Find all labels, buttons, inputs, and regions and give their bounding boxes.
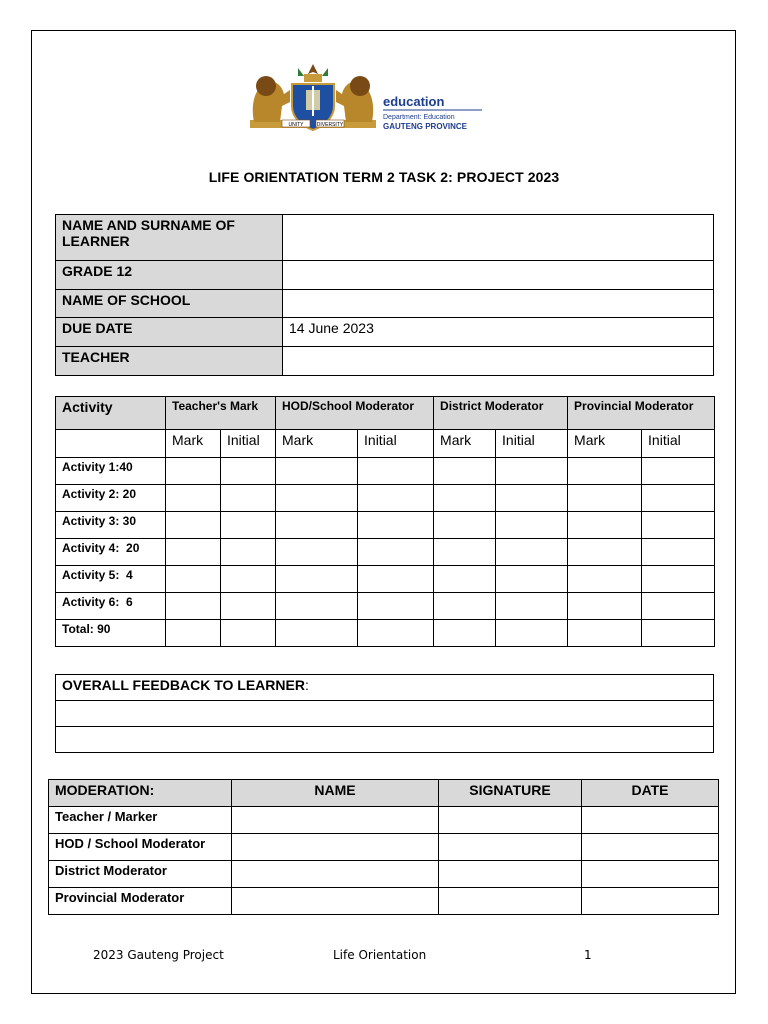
table-row [49,888,719,915]
initial-cell[interactable] [642,620,715,647]
mark-cell[interactable] [568,512,642,539]
mark-cell[interactable] [434,539,496,566]
table-row [49,807,719,834]
school-label: NAME OF SCHOOL [56,290,283,318]
mark-cell[interactable] [166,593,221,620]
grade-field[interactable] [283,261,714,290]
coat-of-arms-icon [246,62,494,136]
name-cell[interactable] [232,807,439,834]
initial-cell[interactable] [358,593,434,620]
mark-cell[interactable] [276,458,358,485]
initial-cell[interactable] [221,566,276,593]
initial-cell[interactable] [642,566,715,593]
activity-header: Activity [56,397,166,430]
initial-cell[interactable] [221,458,276,485]
date-header: DATE [582,780,719,807]
moderation-role: Teacher / Marker [49,807,232,834]
date-cell[interactable] [582,888,719,915]
mark-cell[interactable] [166,485,221,512]
mark-cell[interactable] [166,566,221,593]
feedback-label: OVERALL FEEDBACK TO LEARNER [62,677,305,693]
table-row [56,485,715,512]
page-title: LIFE ORIENTATION TERM 2 TASK 2: PROJECT 2023 [208,169,560,185]
moderation-role: Provincial Moderator [49,888,232,915]
footer-subject: Life Orientation [333,948,427,962]
signature-cell[interactable] [439,807,582,834]
grade-label: GRADE 12 [56,261,283,290]
mark-cell[interactable] [276,566,358,593]
date-cell[interactable] [582,834,719,861]
table-row [56,593,715,620]
initial-cell[interactable] [496,620,568,647]
school-field[interactable] [283,290,714,318]
mark-cell[interactable] [166,539,221,566]
signature-cell[interactable] [439,888,582,915]
table-row [49,861,719,888]
mark-cell[interactable] [568,593,642,620]
initial-cell[interactable] [358,566,434,593]
provincial-moderator-header: Provincial Moderator [568,397,715,430]
learner-name-field[interactable] [283,215,714,261]
activity-label: Activity 3: 30 [56,512,166,539]
mark-cell[interactable] [434,458,496,485]
mark-cell[interactable] [568,539,642,566]
logo-province: GAUTENG PROVINCE [383,122,468,131]
initial-cell[interactable] [496,539,568,566]
initial-cell[interactable] [496,458,568,485]
feedback-line[interactable] [56,727,714,753]
name-header: NAME [232,780,439,807]
initial-cell[interactable] [358,512,434,539]
initial-cell[interactable] [496,566,568,593]
learner-name-label: NAME AND SURNAME OF LEARNER [56,215,283,261]
initial-cell[interactable] [642,539,715,566]
name-cell[interactable] [232,888,439,915]
mark-subheader: Mark [434,430,496,458]
mark-cell[interactable] [568,566,642,593]
sub-header-blank [56,430,166,458]
mark-cell[interactable] [434,485,496,512]
initial-cell[interactable] [642,593,715,620]
initial-cell[interactable] [496,512,568,539]
table-row [56,458,715,485]
activity-label: Activity 2: 20 [56,485,166,512]
due-date-label: DUE DATE [56,318,283,347]
activity-label: Activity 6: 6 [56,593,166,620]
mark-cell[interactable] [276,593,358,620]
name-cell[interactable] [232,834,439,861]
mark-cell[interactable] [434,512,496,539]
teacher-mark-header: Teacher's Mark [166,397,276,430]
feedback-heading [56,675,714,701]
table-row [56,539,715,566]
mark-cell[interactable] [434,593,496,620]
mark-cell[interactable] [568,485,642,512]
hod-moderator-header: HOD/School Moderator [276,397,434,430]
mark-subheader: Mark [568,430,642,458]
mark-subheader: Mark [276,430,358,458]
initial-cell[interactable] [358,485,434,512]
initial-cell[interactable] [221,620,276,647]
gauteng-education-logo [246,62,494,136]
mark-cell[interactable] [166,620,221,647]
mark-cell[interactable] [568,458,642,485]
activity-label: Activity 5: 4 [56,566,166,593]
initial-subheader: Initial [358,430,434,458]
signature-cell[interactable] [439,861,582,888]
moderation-role: HOD / School Moderator [49,834,232,861]
activity-label: Activity 1:40 [56,458,166,485]
initial-cell[interactable] [221,593,276,620]
initial-cell[interactable] [642,512,715,539]
feedback-table [55,674,714,753]
district-moderator-header: District Moderator [434,397,568,430]
learner-info-table [55,214,714,376]
initial-cell[interactable] [221,512,276,539]
logo-brand: education [383,94,445,109]
logo-department: Department: Education [383,114,455,121]
motto-right: DIVERSITY [316,122,344,128]
mark-cell[interactable] [276,539,358,566]
mark-cell[interactable] [276,512,358,539]
mark-subheader: Mark [166,430,221,458]
moderation-role: District Moderator [49,861,232,888]
marks-table [55,396,715,647]
date-cell[interactable] [582,861,719,888]
table-row [56,566,715,593]
due-date-value[interactable]: 14 June 2023 [283,318,714,347]
moderation-table [48,779,719,915]
mark-cell[interactable] [568,620,642,647]
initial-cell[interactable] [496,485,568,512]
mark-cell[interactable] [276,620,358,647]
initial-cell[interactable] [358,620,434,647]
initial-subheader: Initial [221,430,276,458]
mark-cell[interactable] [166,512,221,539]
mark-cell[interactable] [434,566,496,593]
mark-cell[interactable] [276,485,358,512]
teacher-field[interactable] [283,347,714,376]
initial-subheader: Initial [642,430,715,458]
initial-subheader: Initial [496,430,568,458]
initial-cell[interactable] [642,458,715,485]
table-row [56,512,715,539]
initial-cell[interactable] [642,485,715,512]
table-row [49,834,719,861]
mark-cell[interactable] [166,458,221,485]
total-label: Total: 90 [56,620,166,647]
date-cell[interactable] [582,807,719,834]
activity-label: Activity 4: 20 [56,539,166,566]
footer-project: 2023 Gauteng Project [93,948,224,962]
feedback-line[interactable] [56,701,714,727]
initial-cell[interactable] [358,458,434,485]
name-cell[interactable] [232,861,439,888]
signature-header: SIGNATURE [439,780,582,807]
initial-cell[interactable] [221,485,276,512]
moderation-header: MODERATION: [49,780,232,807]
mark-cell[interactable] [434,620,496,647]
teacher-label: TEACHER [56,347,283,376]
footer-page-number: 1 [584,948,592,962]
signature-cell[interactable] [439,834,582,861]
initial-cell[interactable] [358,539,434,566]
table-row [56,620,715,647]
motto-left: UNITY [288,122,304,128]
feedback-colon: : [304,677,309,693]
initial-cell[interactable] [221,539,276,566]
initial-cell[interactable] [496,593,568,620]
